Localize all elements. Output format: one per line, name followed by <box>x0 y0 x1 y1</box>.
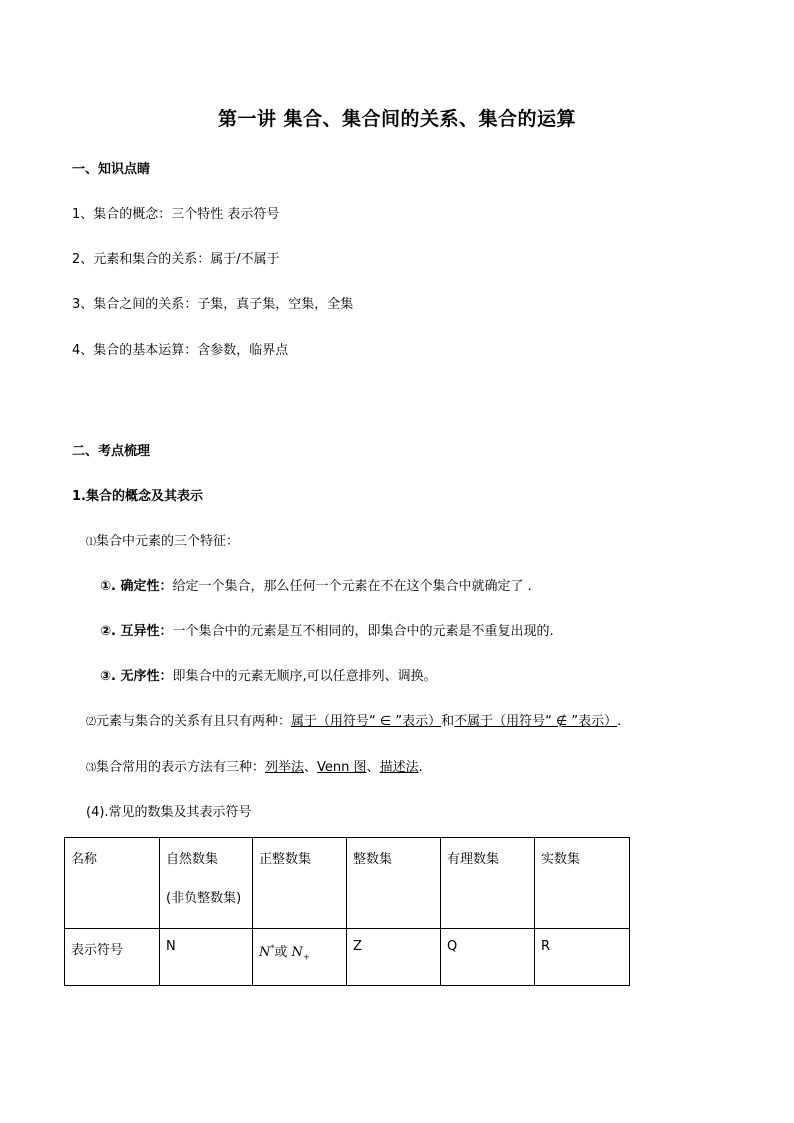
period: . <box>418 760 423 775</box>
knowledge-item: 1、集合的概念：三个特性 表示符号 <box>72 207 280 222</box>
feature-item <box>100 575 532 594</box>
or-text: 或 <box>274 945 288 960</box>
feature-name: . 确定性： <box>111 579 173 594</box>
feature-desc: 给定一个集合，那么任何一个元素在不在这个集合中就确定了 . <box>172 579 532 594</box>
connector-text: 和 <box>441 714 455 729</box>
feature-number: ① <box>100 579 112 594</box>
table-cell: 实数集 <box>535 838 630 929</box>
table-cell: Z <box>347 929 441 986</box>
knowledge-item: 4、集合的基本运算：含参数，临界点 <box>72 343 289 358</box>
table-row <box>65 929 630 986</box>
separator: 、 <box>304 760 318 775</box>
table-cell: 正整数集 <box>253 838 347 929</box>
table-cell: 有理数集 <box>441 838 535 929</box>
paragraph-text: 元素与集合的关系有且只有两种： <box>96 714 292 729</box>
underlined-answer: 属于（用符号“ ∈ ”表示） <box>291 714 442 729</box>
paragraph-2 <box>86 710 621 729</box>
table-header-row <box>65 838 630 929</box>
method-description: 描述法 <box>379 760 419 775</box>
feature-name: . 互异性： <box>111 624 173 639</box>
period: . <box>617 714 622 729</box>
paragraph-3 <box>86 756 423 775</box>
paragraph-text: 集合常用的表示方法有三种： <box>96 760 266 775</box>
table-cell <box>160 838 253 929</box>
paragraph-number: ⑴ <box>86 537 96 548</box>
page-title: 第一讲 集合、集合间的关系、集合的运算 <box>217 108 577 130</box>
method-venn: Venn 图 <box>317 760 367 775</box>
subsection-heading: 1.集合的概念及其表示 <box>72 489 203 504</box>
feature-number: ② <box>100 624 112 639</box>
section-heading-1: 一、知识点睛 <box>72 162 151 177</box>
underlined-answer: 不属于（用符号“ ∉ ”表示） <box>454 714 618 729</box>
section-heading-2: 二、考点梳理 <box>72 444 151 459</box>
symbol-star: * <box>270 943 275 953</box>
table-cell: 表示符号 <box>65 929 160 986</box>
table-cell: Q <box>441 929 535 986</box>
symbol-plus: + <box>302 952 310 962</box>
table-cell: 名称 <box>65 838 160 929</box>
knowledge-item: 3、集合之间的关系：子集，真子集，空集，全集 <box>72 297 354 312</box>
knowledge-item: 2、元素和集合的关系：属于/不属于 <box>72 252 280 267</box>
method-listing: 列举法 <box>265 760 305 775</box>
table-cell: N <box>160 929 253 986</box>
number-sets-table <box>64 837 630 986</box>
header-natural-sub: (非负整数集) <box>166 891 242 906</box>
header-natural: 自然数集 <box>166 852 219 867</box>
feature-desc: 即集合中的元素无顺序,可以任意排列、调换。 <box>172 669 437 684</box>
symbol-n: N <box>259 945 271 960</box>
paragraph-number: ⑵ <box>86 717 96 728</box>
feature-name: . 无序性： <box>111 669 173 684</box>
table-cell: 整数集 <box>347 838 441 929</box>
separator: 、 <box>366 760 380 775</box>
paragraph-number: ⑶ <box>86 763 96 774</box>
feature-item <box>100 665 437 684</box>
table-cell <box>253 929 347 986</box>
paragraph-4: (4).常见的数集及其表示符号 <box>86 805 252 820</box>
paragraph-text: 集合中元素的三个特征： <box>96 534 240 549</box>
feature-item <box>100 620 554 639</box>
paragraph-1 <box>86 530 239 549</box>
feature-number: ③ <box>100 669 112 684</box>
symbol-n: N <box>291 945 303 960</box>
feature-desc: 一个集合中的元素是互不相同的，即集合中的元素是不重复出现的. <box>172 624 554 639</box>
table-cell: R <box>535 929 630 986</box>
